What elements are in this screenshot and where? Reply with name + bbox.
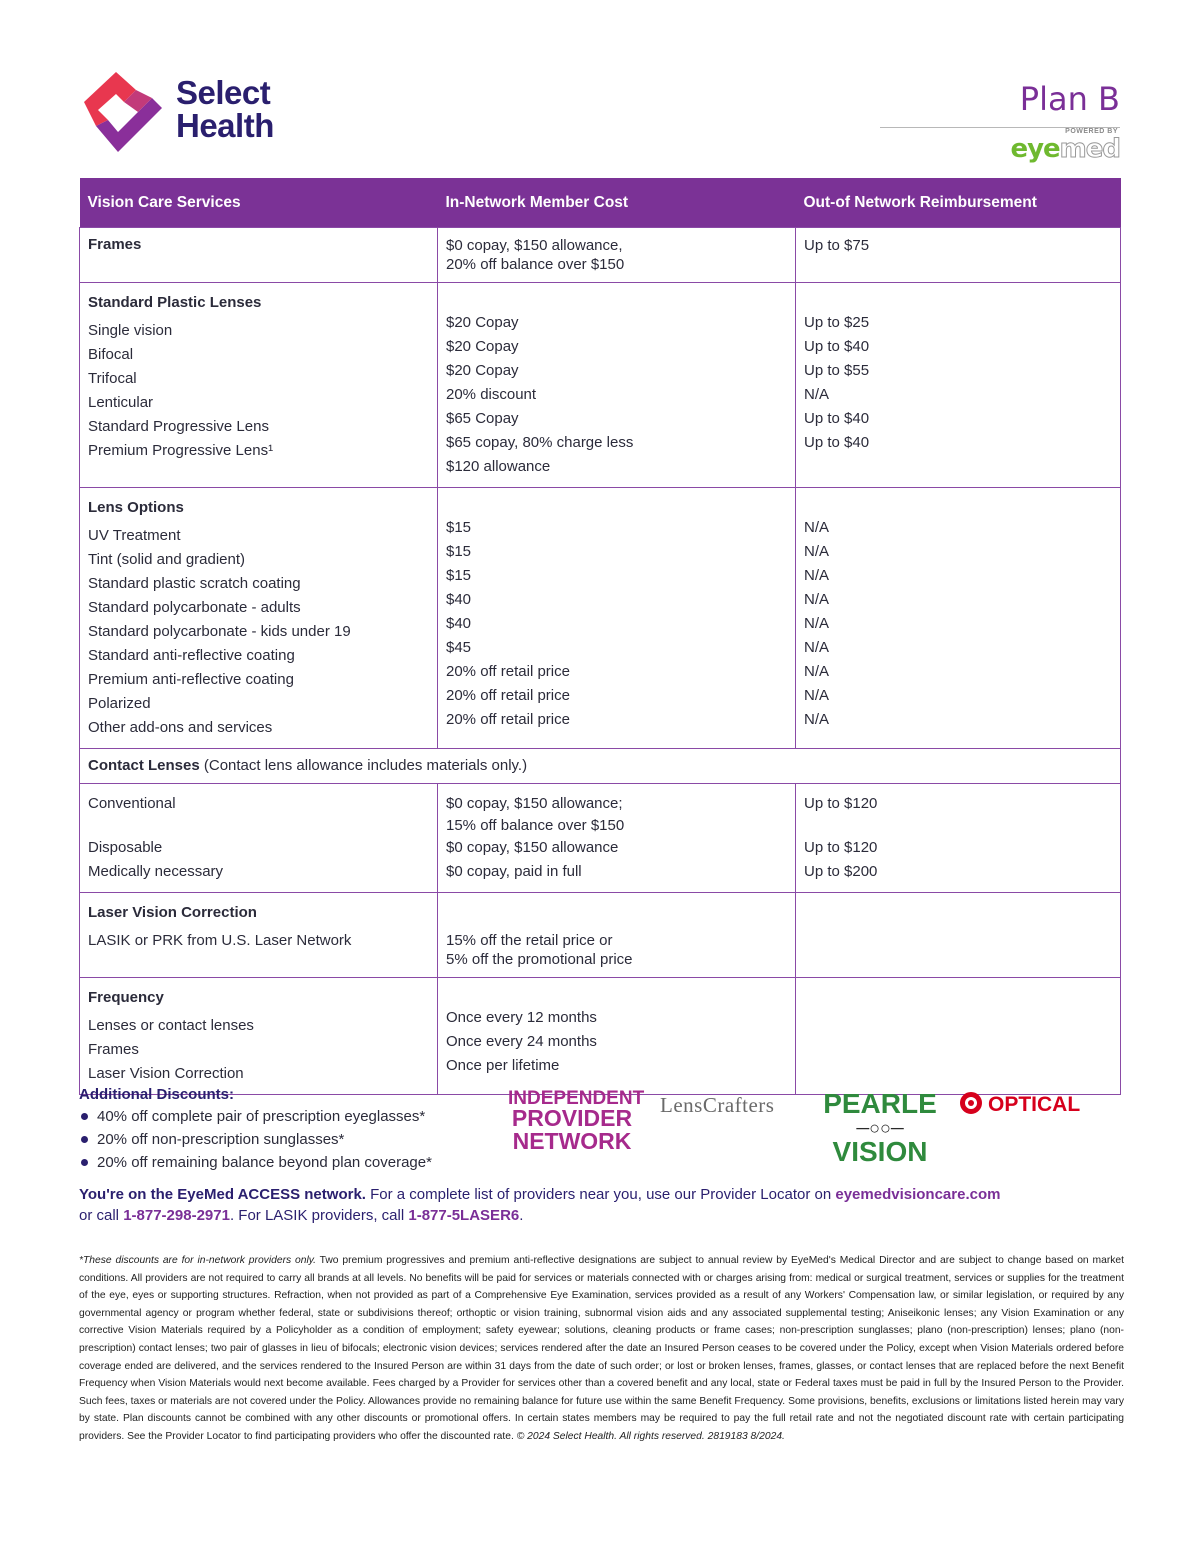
list-item: $20 Copay	[446, 314, 519, 331]
section-title: Contact Lenses	[88, 757, 200, 774]
select-health-mark-icon	[78, 66, 168, 156]
pearle-vision-logo	[822, 1090, 938, 1166]
discount-list	[79, 1105, 499, 1174]
list-item: LASIK or PRK from U.S. Laser Network	[88, 932, 352, 949]
pearle-line2: VISION	[832, 1136, 928, 1167]
list-item: $120 allowance	[446, 458, 551, 475]
eyemed-logo	[1010, 134, 1120, 164]
brand-line1: Select	[176, 74, 271, 111]
list-item: Single vision	[88, 322, 173, 339]
list-item: Up to $120	[804, 839, 878, 856]
list-item: Standard anti-reflective coating	[88, 647, 295, 664]
section-title: Lens Options	[88, 499, 184, 516]
network-info	[79, 1184, 1124, 1226]
network-text1: For a complete list of providers near you, use our Provider Locator on	[365, 1186, 836, 1203]
network-text3: . For LASIK providers, call	[229, 1207, 409, 1224]
list-item: $15	[446, 543, 472, 560]
list-item: Frames	[88, 1041, 139, 1058]
list-item: Disposable	[88, 839, 163, 856]
list-item: $40	[446, 615, 472, 632]
list-item: Once per lifetime	[446, 1057, 560, 1074]
powered-by-label: POWERED BY	[1065, 128, 1118, 135]
table-header-row	[80, 178, 1121, 228]
list-item: $45	[446, 639, 472, 656]
frames-cost-line1: $0 copay, $150 allowance,	[446, 237, 623, 254]
list-item: $65 Copay	[446, 410, 519, 427]
ipn-line3: NETWORK	[512, 1128, 632, 1154]
lasik-phone-link[interactable]: 1-877-5LASER6	[408, 1207, 520, 1224]
list-item: N/A	[804, 567, 830, 584]
list-item: N/A	[804, 711, 830, 728]
eyemed-logo-med: med	[1059, 134, 1120, 164]
list-item: Tint (solid and gradient)	[88, 551, 246, 568]
list-item: Trifocal	[88, 370, 137, 387]
provider-locator-link[interactable]: eyemedvisioncare.com	[835, 1186, 1001, 1203]
network-text2: or call	[79, 1207, 124, 1224]
list-item: 15% off balance over $150	[446, 817, 625, 834]
contact-lenses-row	[80, 784, 1121, 893]
target-bullseye-icon	[960, 1092, 982, 1114]
list-item: N/A	[804, 386, 830, 403]
list-item: $20 Copay	[446, 338, 519, 355]
list-item: 40% off complete pair of prescription eyeglasses*	[79, 1105, 499, 1128]
frames-cost-line2: 20% off balance over $150	[446, 256, 625, 273]
additional-discounts	[79, 1086, 499, 1174]
benefits-table	[79, 178, 1121, 1095]
list-item: Standard polycarbonate - kids under 19	[88, 623, 351, 640]
list-item: Medically necessary	[88, 863, 224, 880]
network-bold: You're on the EyeMed ACCESS network.	[79, 1186, 366, 1203]
list-item: Conventional	[88, 795, 176, 812]
list-item: $20 Copay	[446, 362, 519, 379]
list-item: N/A	[804, 687, 830, 704]
list-item: $65 copay, 80% charge less	[446, 434, 634, 451]
list-item: $40	[446, 591, 472, 608]
network-text4: .	[519, 1207, 524, 1224]
additional-discounts-title: Additional Discounts:	[79, 1086, 234, 1103]
target-optical-label: OPTICAL	[988, 1093, 1081, 1116]
list-item: 20% off remaining balance beyond plan coverage*	[79, 1151, 499, 1174]
fine-print	[79, 1252, 1124, 1446]
list-item: Other add-ons and services	[88, 719, 273, 736]
independent-provider-network-logo	[508, 1088, 645, 1154]
list-item: 20% discount	[446, 386, 537, 403]
phone-link[interactable]: 1-877-298-2971	[123, 1207, 230, 1224]
glasses-icon: ─○○─	[856, 1118, 904, 1138]
list-item: Up to $55	[804, 362, 870, 379]
lens-options-row	[80, 488, 1121, 749]
list-item: Up to $120	[804, 795, 878, 812]
list-item: $0 copay, $150 allowance	[446, 839, 619, 856]
list-item: Standard polycarbonate - adults	[88, 599, 301, 616]
list-item: Lenticular	[88, 394, 154, 411]
frequency-row	[80, 978, 1121, 1095]
laser-row	[80, 893, 1121, 978]
list-item: $15	[446, 567, 472, 584]
list-item: 20% off retail price	[446, 687, 570, 704]
lenscrafters-logo: LensCrafters	[660, 1093, 775, 1117]
list-item: Up to $25	[804, 314, 870, 331]
frames-label: Frames	[88, 236, 142, 253]
list-item: 20% off retail price	[446, 711, 570, 728]
list-item: Up to $40	[804, 338, 870, 355]
fine-print-body: Two premium progressives and premium anti-reflective designations are subject to annual review by EyeMed's Medical Director and are subject to change based on market conditions. All providers are not required to carry all brands at all levels. No benefits will be paid for services or materials connected with or charges arising from: medical or surgical treatment, services or supplies for the treatment of the eye, eyes or supporting structures. Refraction, when not provided as part of a Comprehensive Eye Examination, services provided as a result of any Workers' Compensation law, or similar legislation, or required by any governmental agency or program whether federal, state or subdivisions thereof; orthoptic or vision training, subnormal vision aids and any associated supplemental testing; Aniseikonic lenses; any Vision Examination or any corrective Vision Materials required by a Policyholder as a condition of employment; safety eyewear; solutions, cleaning products or frame cases; non-prescription sunglasses; plano (non-prescription) lenses; plano (non-prescription) contact lenses; two pair of glasses in lieu of bifocals; electronic vision devices; services rendered after the date an Insured Person ceases to be covered under the Policy, except when Vision Materials ordered before coverage ended are delivered, and the services rendered to the Insured Person are within 31 days from the date of such order; or lost or broken lenses, frames, glasses, or contact lenses that are replaced before the next Benefit Frequency when Vision Materials would next become available. Fees charged by a Provider for services other than a covered benefit and any local, state or Federal taxes must be paid in full by the Insured Person to the Provider. Such fees, taxes or materials are not covered under the Policy. Allowances provide no remaining balance for future use within the same Benefit Frequency. Some provisions, benefits, exclusions or limitations listed herein may vary by state. Plan discounts cannot be combined with any other discounts or promotional offers. In certain states members may be required to pay the full retail rate and not the negotiated discount rate with certain participating providers. See the Provider Locator to find participating providers who offer the discounted rate.	[79, 1255, 1124, 1442]
list-item: 5% off the promotional price	[446, 951, 633, 968]
list-item: Up to $40	[804, 434, 870, 451]
list-item: N/A	[804, 663, 830, 680]
ipn-line2: PROVIDER	[511, 1105, 633, 1131]
list-item: Lenses or contact lenses	[88, 1017, 254, 1034]
section-title: Standard Plastic Lenses	[88, 294, 262, 311]
list-item: Standard plastic scratch coating	[88, 575, 301, 592]
list-item: $15	[446, 519, 472, 536]
contact-lens-note: (Contact lens allowance includes materials only.)	[199, 757, 528, 774]
col-header-in-network: In-Network Member Cost	[438, 178, 796, 228]
list-item: N/A	[804, 519, 830, 536]
list-item: N/A	[804, 591, 830, 608]
list-item: Once every 24 months	[446, 1033, 597, 1050]
list-item: Once every 12 months	[446, 1009, 597, 1026]
list-item: Polarized	[88, 695, 151, 712]
eyemed-logo-eye: eye	[1010, 134, 1060, 164]
list-item: Up to $40	[804, 410, 870, 427]
pearle-line1: PEARLE	[823, 1088, 937, 1119]
frames-row	[80, 228, 1121, 283]
list-item: 15% off the retail price or	[446, 932, 613, 949]
list-item: N/A	[804, 639, 830, 656]
contact-lenses-header-row	[80, 749, 1121, 784]
list-item: N/A	[804, 615, 830, 632]
fine-print-lead: *These discounts are for in-network providers only.	[79, 1255, 316, 1266]
ipn-line1: INDEPENDENT	[508, 1088, 645, 1109]
select-health-logo	[78, 66, 308, 156]
list-item: $0 copay, paid in full	[446, 863, 582, 880]
list-item: UV Treatment	[88, 527, 181, 544]
list-item: Up to $200	[804, 863, 878, 880]
section-title: Frequency	[88, 989, 164, 1006]
target-optical-logo	[960, 1092, 1080, 1117]
col-header-out-of-network: Out-of Network Reimbursement	[796, 178, 1121, 228]
section-title: Laser Vision Correction	[88, 904, 257, 921]
frames-reimb: Up to $75	[804, 237, 870, 254]
list-item: Premium anti-reflective coating	[88, 671, 294, 688]
standard-lenses-row	[80, 283, 1121, 488]
fine-print-tail: © 2024 Select Health. All rights reserved. 2819183 8/2024.	[516, 1430, 785, 1442]
list-item: N/A	[804, 543, 830, 560]
list-item: 20% off retail price	[446, 663, 570, 680]
col-header-services: Vision Care Services	[80, 178, 438, 228]
list-item: 20% off non-prescription sunglasses*	[79, 1128, 499, 1151]
list-item: $0 copay, $150 allowance;	[446, 795, 623, 812]
plan-title: Plan B	[1019, 80, 1120, 118]
list-item: Bifocal	[88, 346, 134, 363]
brand-name	[176, 76, 274, 142]
list-item: Standard Progressive Lens	[88, 418, 269, 435]
list-item: Premium Progressive Lens¹	[88, 442, 274, 459]
list-item: Laser Vision Correction	[88, 1065, 244, 1082]
brand-line2: Health	[176, 107, 274, 144]
